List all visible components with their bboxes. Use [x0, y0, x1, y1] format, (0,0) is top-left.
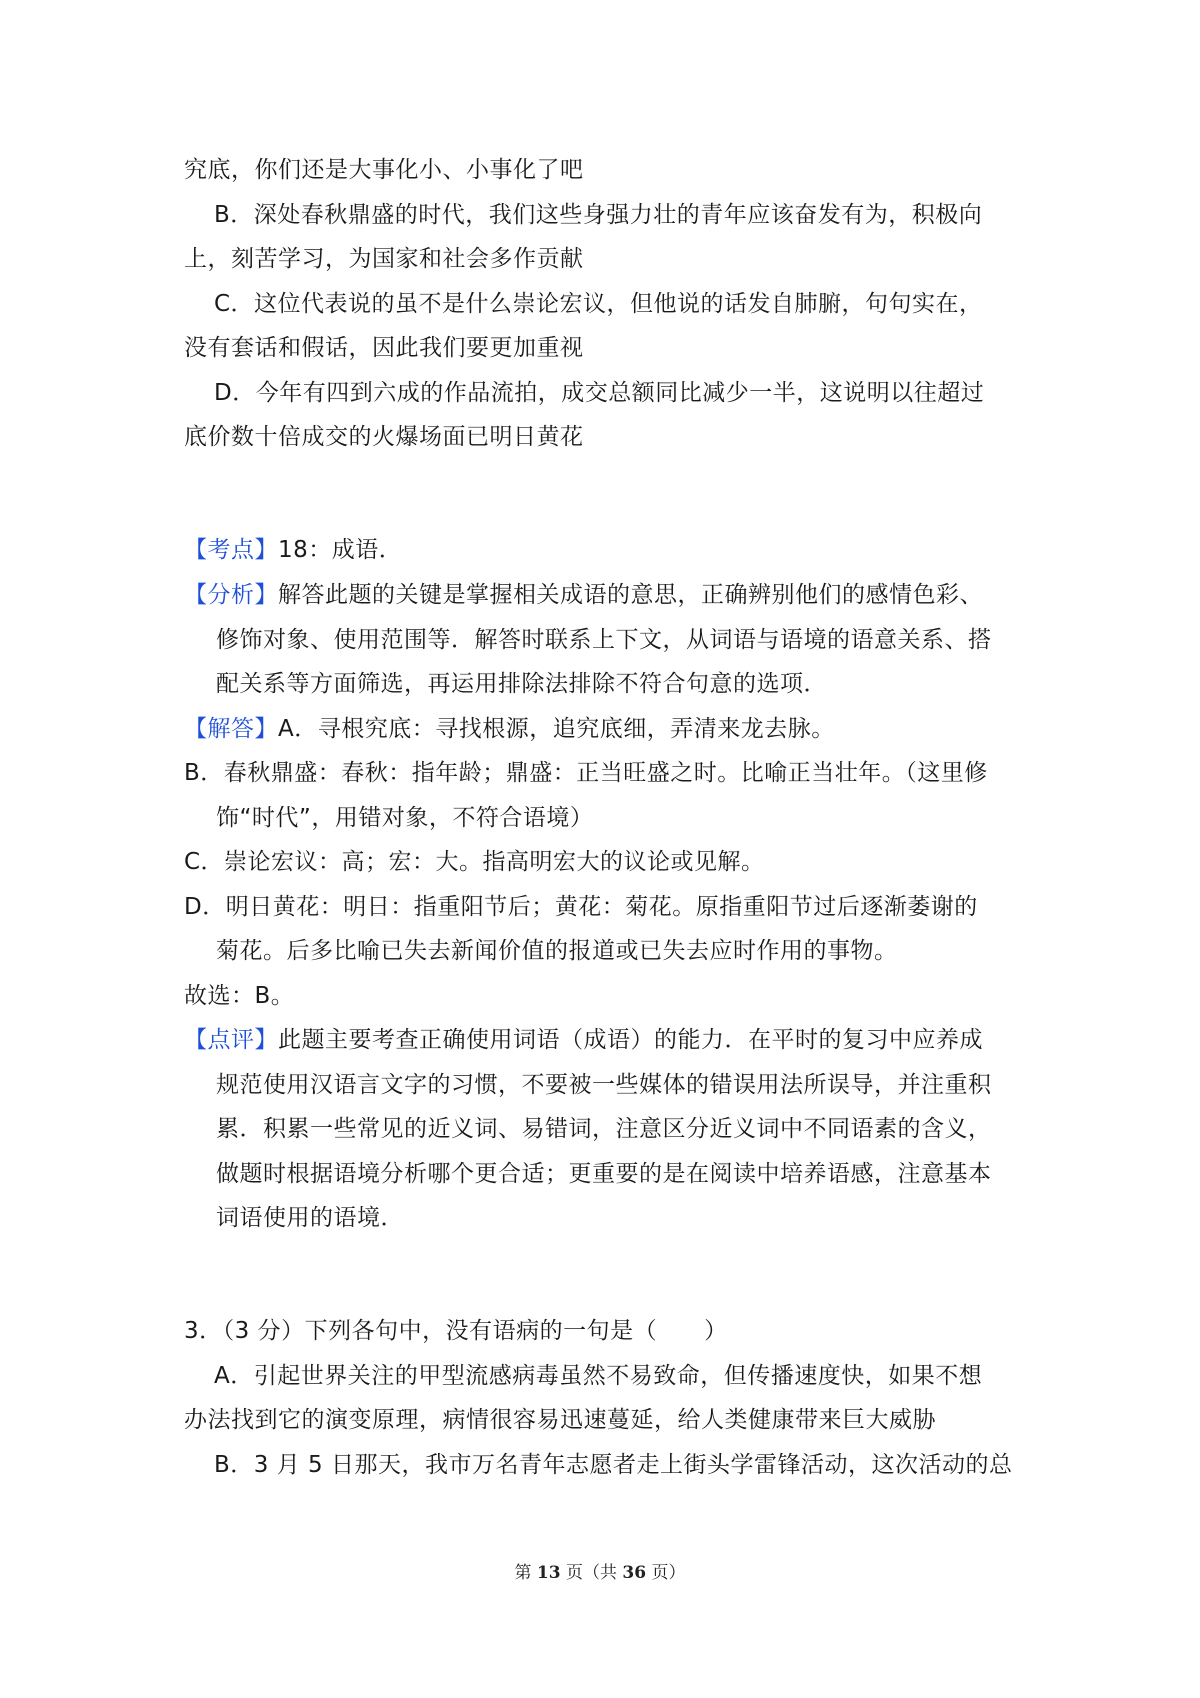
jieda-line: B．春秋鼎盛：春秋：指年龄；鼎盛：正当旺盛之时。比喻正当壮年。（这里修	[184, 760, 988, 786]
kaodian-text: 18：成语．	[278, 537, 403, 563]
footer-suffix: 页）	[651, 1563, 686, 1583]
fenxi-line: 配关系等方面筛选，再运用排除法排除不符合句意的选项．	[216, 671, 827, 697]
fenxi-line: 修饰对象、使用范围等．解答时联系上下文，从词语与语境的语意关系、搭	[216, 627, 992, 653]
jieda-line: 饰“时代”，用错对象，不符合语境）	[216, 805, 594, 831]
fenxi-text: 解答此题的关键是掌握相关成语的意思，正确辨别他们的感情色彩、	[278, 582, 983, 608]
answer-line: 故选：B。	[184, 983, 295, 1009]
footer-prefix: 第	[514, 1563, 532, 1583]
footer-middle: 页（共	[566, 1563, 617, 1583]
fenxi-tag: 【分析】	[184, 582, 278, 608]
page-footer	[0, 1558, 1200, 1583]
jieda-line: 菊花。后多比喻已失去新闻价值的报道或已失去应时作用的事物。	[216, 938, 898, 964]
q2-option-line: 没有套话和假话，因此我们要更加重视	[184, 335, 584, 361]
jieda-tag: 【解答】	[184, 716, 278, 742]
fenxi-line	[184, 580, 1034, 610]
q2-option-b: B．深处春秋鼎盛的时代，我们这些身强力壮的青年应该奋发有为，积极向	[214, 202, 983, 228]
q2-option-d: D．今年有四到六成的作品流拍，成交总额同比减少一半，这说明以往超过	[214, 380, 985, 406]
q2-option-c: C．这位代表说的虽不是什么崇论宏议，但他说的话发自肺腑，句句实在，	[214, 291, 983, 317]
kaodian-line	[184, 535, 1034, 565]
page-number: 13	[536, 1563, 561, 1583]
dianping-line: 词语使用的语境．	[216, 1205, 404, 1231]
q2-option-line: 究底，你们还是大事化小、小事化了吧	[184, 157, 584, 183]
dianping-line	[184, 1025, 1034, 1055]
jieda-text: A．寻根究底：寻找根源，追究底细，弄清来龙去脉。	[278, 716, 835, 742]
q3-option-a: A．引起世界关注的甲型流感病毒虽然不易致命，但传播速度快，如果不想	[214, 1363, 983, 1389]
q3-option-b: B．3 月 5 日那天，我市万名青年志愿者走上街头学雷锋活动，这次活动的总	[214, 1452, 1013, 1478]
total-pages: 36	[622, 1563, 647, 1583]
dianping-line: 规范使用汉语言文字的习惯，不要被一些媒体的错误用法所误导，并注重积	[216, 1072, 992, 1098]
question-3-stem: 3．（3 分）下列各句中，没有语病的一句是（ ）	[184, 1318, 728, 1344]
jieda-line: D．明日黄花：明日：指重阳节后；黄花：菊花。原指重阳节过后逐渐萎谢的	[184, 894, 978, 920]
dianping-text: 此题主要考查正确使用词语（成语）的能力．在平时的复习中应养成	[278, 1027, 983, 1053]
q2-option-line: 上，刻苦学习，为国家和社会多作贡献	[184, 246, 584, 272]
dianping-line: 做题时根据语境分析哪个更合适；更重要的是在阅读中培养语感，注意基本	[216, 1161, 992, 1187]
q2-option-line: 底价数十倍成交的火爆场面已明日黄花	[184, 424, 584, 450]
dianping-line: 累．积累一些常见的近义词、易错词，注意区分近义词中不同语素的含义，	[216, 1116, 992, 1142]
kaodian-tag: 【考点】	[184, 537, 278, 563]
dianping-tag: 【点评】	[184, 1027, 278, 1053]
q3-option-line: 办法找到它的演变原理，病情很容易迅速蔓延，给人类健康带来巨大威胁	[184, 1407, 936, 1433]
jieda-line: C．崇论宏议：高；宏：大。指高明宏大的议论或见解。	[184, 849, 765, 875]
jieda-line	[184, 714, 1034, 744]
